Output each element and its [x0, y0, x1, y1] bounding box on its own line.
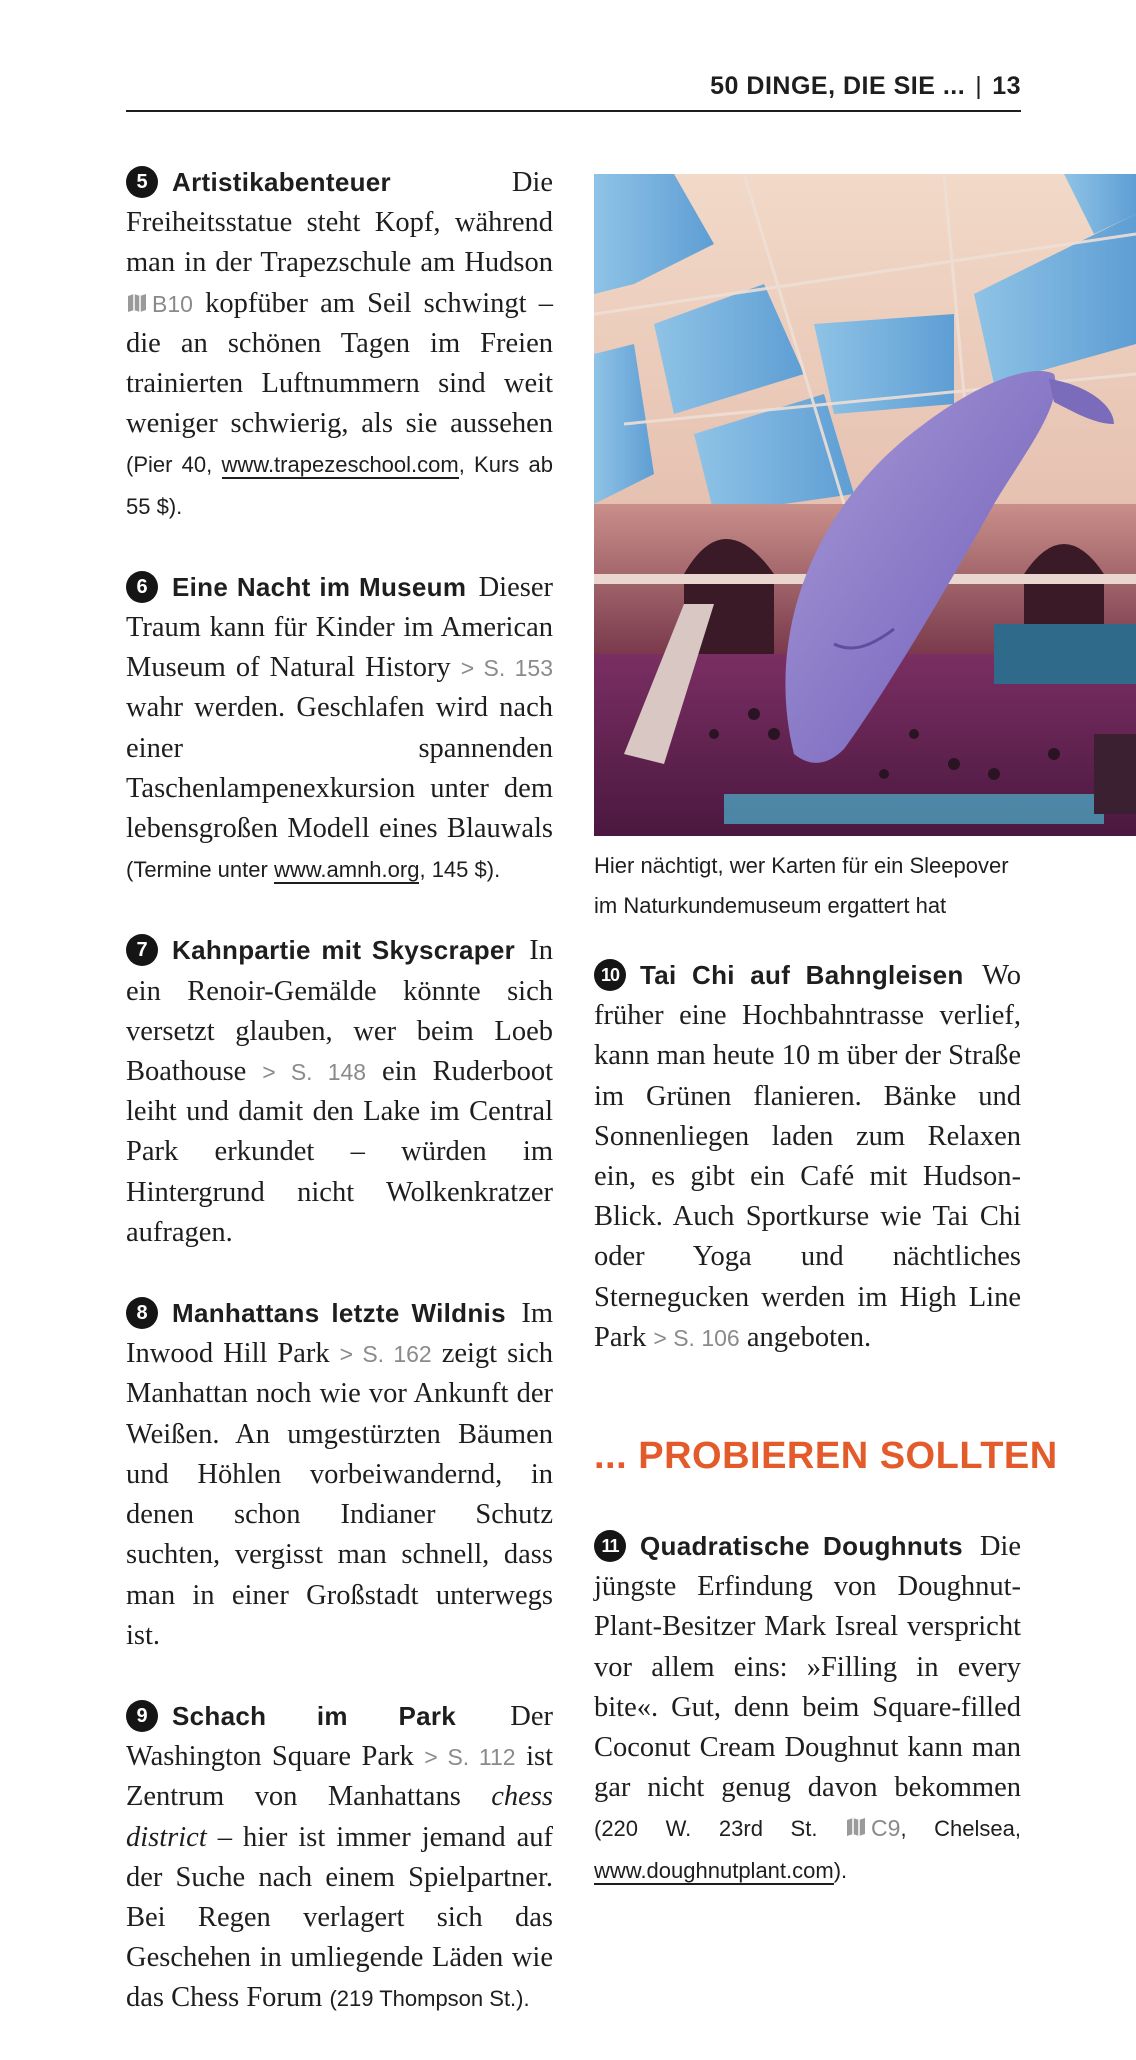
info-text-middle: , Chelsea, [900, 1816, 1021, 1842]
map-icon [845, 1816, 867, 1838]
entry-text: Die Freiheitsstatue steht Kopf, während man in der Trapezschule am Hudson [126, 167, 553, 279]
info-text: (Termine unter [126, 857, 274, 883]
page-reference-label: S. 153 [483, 655, 553, 682]
entry-number-badge: 10 [594, 959, 626, 991]
page-header [126, 64, 1021, 112]
entry-text: Wo früher eine Hochbahntrasse verlief, kann man heute 10 m über der Straße im Grünen flanieren. Bänke und Sonnenliegen laden zum Relaxen ein, es gibt ein Café mit Hudson-Blick. Auch Sportkurse wie Tai Chi oder Yoga und nächtliches Sternegucken werden im High Line Park [594, 960, 1021, 1353]
chevron-right-icon: > [339, 1341, 354, 1368]
page-reference[interactable] [340, 1341, 432, 1367]
map-reference: B10 [152, 290, 193, 317]
entry-title: Eine Nacht im Museum [172, 571, 467, 602]
entry-info [126, 857, 500, 884]
entry-5 [126, 162, 553, 527]
chevron-right-icon: > [653, 1324, 667, 1351]
left-column [126, 162, 553, 2060]
blue-whale-hall-image [594, 174, 1136, 836]
website-link[interactable]: www.doughnutplant.com [594, 1857, 834, 1883]
info-text: (Pier 40, [126, 452, 222, 478]
page-reference-label: S. 162 [362, 1341, 432, 1368]
museum-photo [594, 174, 1136, 836]
chevron-right-icon: > [424, 1744, 438, 1771]
entry-7 [126, 930, 553, 1253]
website-link[interactable]: www.amnh.org [273, 857, 420, 883]
right-column [594, 955, 1021, 1358]
info-text-end: , 145 $). [419, 857, 501, 883]
entry-text-continued: kopfüber am Seil schwingt – die an schönen Tagen im Freien trainierten Luftnummern sind weit weniger schwierig, als sie aussehen [126, 287, 553, 440]
entry-number-badge: 11 [594, 1530, 626, 1562]
chevron-right-icon: > [262, 1059, 276, 1086]
page-number: 13 [992, 72, 1021, 100]
entry-number-badge: 7 [126, 934, 158, 966]
entry-info [126, 452, 553, 518]
entry-title: Kahnpartie mit Skyscraper [172, 935, 516, 966]
entry-number-badge: 8 [126, 1297, 158, 1329]
entry-title: Artistikabenteuer [172, 167, 391, 197]
entry-text: In ein Renoir-Gemälde könnte sich versetzt glauben, wer beim Loeb Boathouse [126, 935, 553, 1088]
page-reference[interactable] [653, 1325, 739, 1351]
running-head [710, 72, 1021, 101]
section-heading: ... PROBIEREN SOLLTEN [594, 1435, 1058, 1477]
chevron-right-icon: > [460, 655, 475, 682]
header-separator: | [975, 72, 983, 100]
entry-11 [594, 1526, 1021, 1891]
entry-title: Schach im Park [172, 1700, 457, 1731]
entry-info: (219 Thompson St.). [329, 1986, 530, 2012]
page-reference-label: S. 112 [447, 1744, 516, 1771]
entry-6 [126, 567, 553, 891]
entry-9 [126, 1696, 553, 2020]
entry-text-end: – hier ist immer jemand auf der Suche nach einem Spielpartner. Bei Regen verlagert sich das Geschehen in umliegende Läden wie das Chess Forum [126, 1821, 553, 2014]
map-icon [126, 292, 148, 314]
entry-number-badge: 6 [126, 571, 158, 603]
entry-text-continued: ist Zentrum von Manhattans [126, 1741, 553, 1813]
info-text-end: , Kurs ab 55 $). [126, 452, 553, 519]
section-title: 50 DINGE, DIE SIE ... [710, 72, 966, 100]
entry-title: Tai Chi auf Bahngleisen [640, 960, 964, 990]
entry-title: Manhattans letzte Wildnis [172, 1298, 506, 1329]
entry-text: Im Inwood Hill Park [126, 1298, 553, 1370]
page-reference[interactable] [262, 1059, 366, 1085]
page-reference[interactable] [424, 1744, 515, 1770]
page-reference[interactable] [461, 655, 553, 681]
entry-8 [126, 1293, 553, 1656]
entry-10 [594, 955, 1021, 1358]
entry-text: Dieser Traum kann für Kinder im American Museum of Natural History [126, 571, 553, 684]
entry-title: Quadratische Doughnuts [640, 1531, 963, 1561]
info-text: (220 W. 23rd St. [594, 1816, 846, 1842]
entry-text-continued: angeboten. [739, 1321, 872, 1353]
entry-number-badge: 5 [126, 166, 158, 198]
page-reference-label: S. 148 [290, 1059, 367, 1086]
right-column-lower [594, 1526, 1021, 1891]
page-reference-label: S. 106 [673, 1324, 740, 1351]
entry-text-continued: wahr werden. Geschlafen wird nach einer spannenden Taschenlampenexkursion unter dem lebensgroßen Modell eines Blauwals [126, 692, 553, 845]
photo-caption: Hier nächtigt, wer Karten für ein Sleepover im Naturkundemuseum ergattert hat [594, 853, 1009, 918]
italic-term: chess district [126, 1781, 553, 1853]
entry-info [594, 1816, 1021, 1882]
info-text-end: ). [833, 1857, 848, 1883]
entry-text-continued: ein Ruderboot leiht und damit den Lake im Central Park erkundet – würden im Hintergrund nicht Wolkenkratzer aufragen. [126, 1056, 553, 1248]
website-link[interactable]: www.trapezeschool.com [221, 452, 459, 478]
entry-text-continued: zeigt sich Manhattan noch wie vor Ankunft der Weißen. An umgestürzten Bäumen und Höhlen vorbeiwandernd, in denen schon Indianer Schutz suchten, vergisst man schnell, dass man in einer Großstadt unterwegs ist. [126, 1338, 554, 1651]
map-reference: C9 [871, 1815, 901, 1842]
entry-number-badge: 9 [126, 1700, 158, 1732]
entry-text: Der Washington Square Park [126, 1700, 553, 1773]
entry-text: Die jüngste Erfindung von Doughnut-Plant-Besitzer Mark Isreal verspricht vor allem eins: »Filling in every bite«. Gut, denn beim Square-filled Coconut Cream Doughnut kann man gar nicht genug davon bekommen [594, 1531, 1021, 1804]
